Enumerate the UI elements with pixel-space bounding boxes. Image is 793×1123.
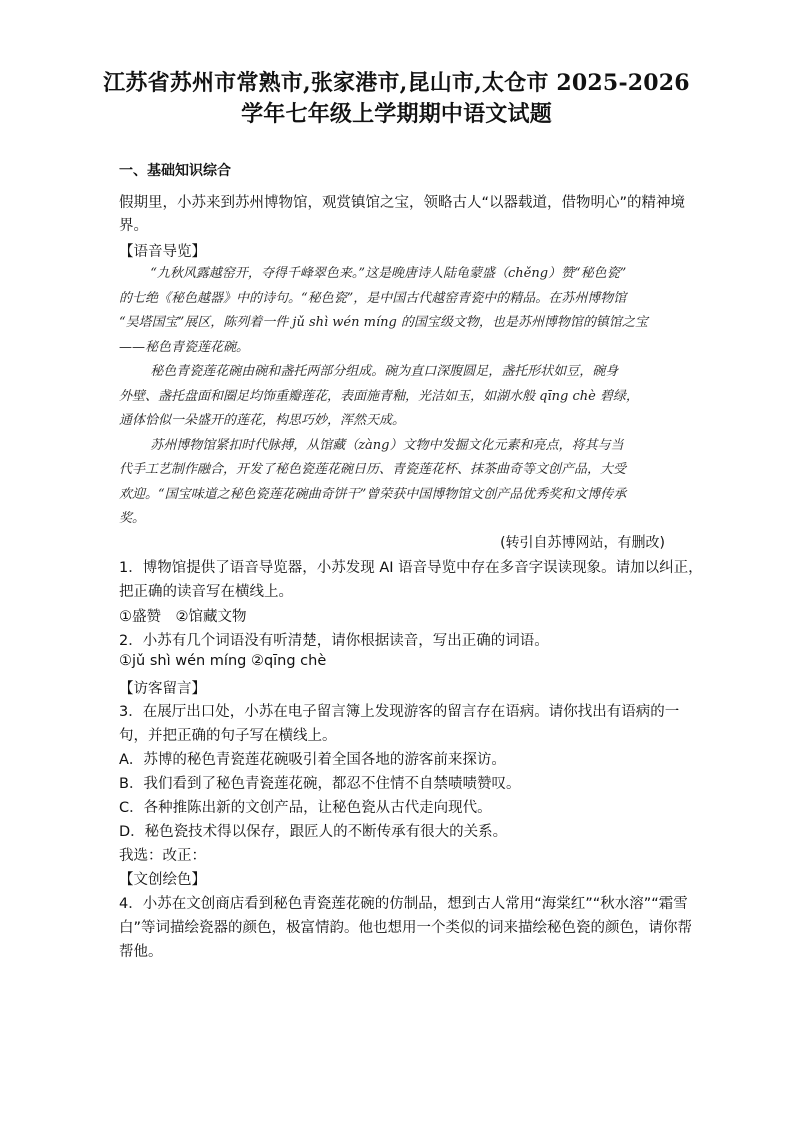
page-title-line1: 江苏省苏州市常熟市,张家港市,昆山市,太仓市 2025-2026 — [103, 70, 690, 96]
option-a: A．苏博的秘色青瓷莲花碗吸引着全国各地的游客前来探访。 — [119, 752, 506, 768]
question-4-line3: 帮他。 — [119, 944, 163, 960]
question-1-line2: 把正确的读音写在横线上。 — [119, 584, 293, 600]
visitor-message-label: 【访客留言】 — [119, 681, 206, 697]
passage-p2-line3: 通体恰似一朵盛开的莲花，构思巧妙，浑然天成。 — [119, 413, 406, 428]
passage-p1-line2: 的七绝《秘色越器》中的诗句。“秘色瓷”，是中国古代越窑青瓷中的精品。在苏州博物馆 — [119, 290, 627, 306]
cultural-color-label: 【文创绘色】 — [119, 872, 206, 888]
passage-p1-line3: “吴塔国宝”展区，陈列着一件 jǔ shì wén míng 的国宝级文物，也是苏州博物馆的镇馆之宝 — [119, 315, 648, 330]
source-note: (转引自苏博网站，有删改) — [500, 535, 665, 551]
passage-p3-line3: 欢迎。“国宝味道之秘色瓷莲花碗曲奇饼干”曾荣获中国博物馆文创产品优秀奖和文博传承 — [119, 486, 627, 502]
intro-line2: 界。 — [119, 218, 148, 234]
reading-passage — [119, 262, 681, 532]
section-heading: 一、基础知识综合 — [119, 163, 231, 179]
question-1-line1: 1．博物馆提供了语音导览器，小苏发现 AI 语音导览中存在多音字误读现象。请加以纠正， — [119, 560, 703, 576]
answer-line: 我选：改正： — [119, 848, 206, 864]
option-d: D．秘色瓷技术得以保存，跟匠人的不断传承有很大的关系。 — [119, 824, 508, 840]
question-4-line2: 白”等词描绘瓷器的颜色，极富情韵。他也想用一个类似的词来描绘秘色瓷的颜色，请你帮 — [119, 920, 693, 936]
passage-p3-line2: 代手工艺制作融合，开发了秘色瓷莲花碗日历、青瓷莲花杯、抹茶曲奇等文创产品，大受 — [119, 462, 627, 477]
intro-line1: 假期里，小苏来到苏州博物馆，观赏镇馆之宝，领略古人“以器载道，借物明心”的精神境 — [119, 195, 686, 211]
option-b: B．我们看到了秘色青瓷莲花碗，都忍不住情不自禁啧啧赞叹。 — [119, 776, 521, 792]
passage-p2-line1: 秘色青瓷莲花碗由碗和盏托两部分组成。碗为直口深腹圆足，盏托形状如豆，碗身 — [150, 364, 619, 379]
question-1-items: ①盛赞 ②馆藏文物 — [119, 609, 247, 625]
question-2: 2．小苏有几个词语没有听清楚，请你根据读音，写出正确的词语。 — [119, 633, 549, 649]
audio-guide-label: 【语音导览】 — [119, 244, 206, 260]
page-title-line2: 学年七年级上学期期中语文试题 — [241, 101, 552, 127]
option-c: C．各种推陈出新的文创产品，让秘色瓷从古代走向现代。 — [119, 800, 492, 816]
passage-p3-line1: 苏州博物馆紧扣时代脉搏，从馆藏（zàng）文物中发掘文化元素和亮点，将其与当 — [150, 437, 624, 453]
passage-p3-line4: 奖。 — [119, 511, 146, 526]
passage-p1-line1: “九秋风露越窑开，夺得千峰翠色来。”这是晚唐诗人陆龟蒙盛（chěng）赞“秘色瓷” — [150, 266, 627, 281]
question-2-items: ①jǔ shì wén míng ②qīng chè — [119, 653, 327, 669]
passage-p2-line2: 外壁、盏托盘面和圈足均饰重瓣莲花，表面施青釉，光洁如玉，如湖水般 qīng chè 碧绿， — [119, 388, 639, 404]
question-4-line1: 4．小苏在文创商店看到秘色青瓷莲花碗的仿制品，想到古人常用“海棠红”“秋水溶”“霜雪 — [119, 896, 688, 912]
question-3-line1: 3．在展厅出口处，小苏在电子留言簿上发现游客的留言存在语病。请你找出有语病的一 — [119, 704, 680, 720]
passage-p1-line4: ——秘色青瓷莲花碗。 — [119, 339, 250, 355]
question-3-line2: 句，并把正确的句子写在横线上。 — [119, 728, 337, 744]
